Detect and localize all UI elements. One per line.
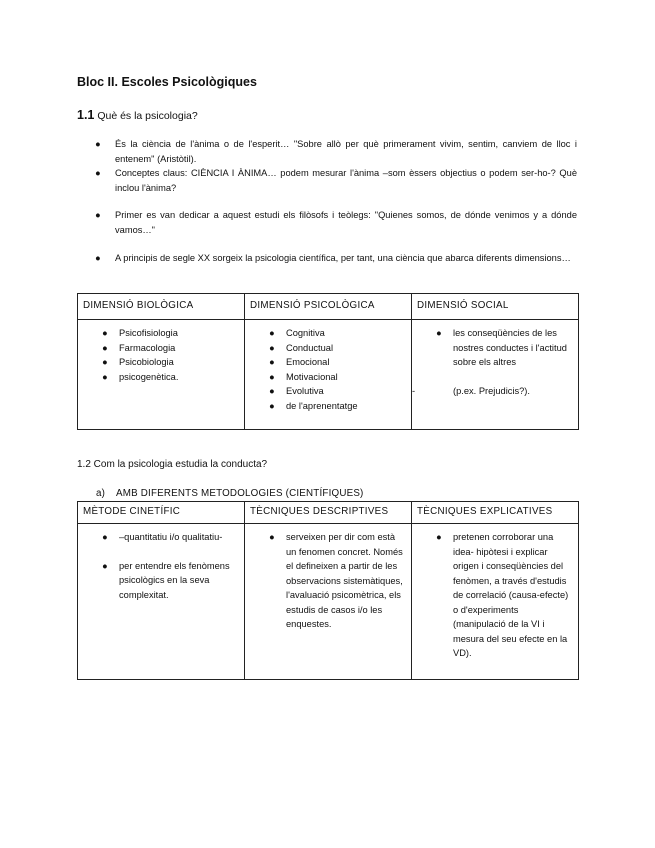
list-item (102, 341, 238, 356)
list-item-text: Primer es van dedicar a aquest estudi els filòsofs i teòlegs: "Quienes somos, de dónde venimos y a dónde vamos…" (115, 210, 577, 235)
list-item-text: de l'aprenentatge (286, 400, 358, 411)
bullet-icon: ● (269, 386, 275, 396)
list-item-text: serveixen per dir com està un fenomen concret. Només el defineixen a partir de les observacions sistemàtiques, l'avaluació psicomètrica, els estudis de casos i/o les enquestes. (286, 532, 403, 629)
table-header: TÈCNIQUES DESCRIPTIVES (245, 502, 412, 524)
bullet-icon: ● (269, 357, 275, 367)
list-item-text: Motivacional (286, 371, 338, 382)
dash-icon: - (412, 385, 416, 396)
list-item-text: –quantitatiu i/o qualitatiu- (119, 532, 223, 542)
table-header: MÈTODE CINETÍFIC (78, 502, 245, 524)
bullet-icon: ● (102, 328, 108, 338)
list-item-text: Conductual (286, 342, 334, 353)
list-item (102, 530, 238, 545)
list-item-text: Cognitiva (286, 328, 325, 338)
list-item-text: les conseqüències de les nostres conductes i l'actitud sobre els altres (453, 328, 567, 367)
subsection-text: AMB DIFERENTS METODOLOGIES (CIENTÍFIQUES) (116, 488, 364, 499)
list-item (269, 326, 405, 341)
bullet-icon: ● (95, 253, 101, 263)
list-item (269, 370, 405, 385)
list-item-text: psicogenètica. (119, 371, 179, 382)
list-item-text: Farmacologia (119, 342, 176, 353)
list-item-text: Evolutiva (286, 386, 324, 396)
list-item-text: Conceptes claus: CIÈNCIA I ÀNIMA… podem mesurar l'ànima –som èssers objectius o podem ser-ho-? Què inclou l'ànima? (115, 168, 577, 193)
bullet-icon: ● (95, 139, 101, 149)
section-1-question: Què és la psicologia? (97, 110, 198, 122)
list-item (102, 355, 238, 370)
list-item-text: A principis de segle XX sorgeix la psicologia científica, per tant, una ciència que abarca diferents dimensions… (115, 253, 571, 263)
section-1-heading (77, 108, 198, 122)
list-item (412, 384, 572, 399)
bullet-icon: ● (436, 532, 442, 542)
bullet-icon: ● (102, 560, 108, 571)
page-title: Bloc II. Escoles Psicològiques (77, 75, 257, 89)
bullet-icon: ● (436, 328, 442, 338)
table-header: DIMENSIÓ PSICOLÒGICA (245, 294, 412, 320)
list-item-text: Emocional (286, 357, 330, 367)
bullet-icon: ● (269, 400, 275, 411)
bullet-icon: ● (269, 328, 275, 338)
table-cell (412, 320, 579, 430)
list-item (269, 530, 405, 632)
list-item-text: pretenen corroborar una idea- hipòtesi i explicar origen i conseqüències del fenòmen, a través d'estudis de correlació (causa-efecte) o d'experiments (manipulació de la VI i mesura del seu efecte en la VD). (453, 532, 569, 658)
list-item (436, 530, 572, 661)
bullet-icon: ● (102, 342, 108, 353)
subsection-heading (96, 488, 364, 499)
list-item (102, 559, 238, 603)
bullet-icon: ● (102, 357, 108, 367)
table-header: DIMENSIÓ BIOLÒGICA (78, 294, 245, 320)
bullet-icon: ● (102, 371, 108, 382)
table-cell (245, 524, 412, 680)
list-item-text: Psicobiologia (119, 357, 174, 367)
bullet-icon: ● (269, 371, 275, 382)
bullet-icon: ● (102, 532, 108, 542)
table-cell (245, 320, 412, 430)
methodology-table (77, 501, 579, 680)
list-item (269, 341, 405, 356)
section-1-number: 1.1 (77, 108, 95, 122)
list-item (102, 370, 238, 385)
table-header: TÈCNIQUES EXPLICATIVES (412, 502, 579, 524)
list-item (95, 251, 577, 266)
list-item-text: Psicofisiologia (119, 328, 178, 338)
subsection-label: a) (96, 488, 106, 499)
bullet-icon: ● (95, 168, 101, 178)
bullet-icon: ● (95, 210, 101, 220)
bullet-icon: ● (269, 532, 275, 542)
table-cell (78, 524, 245, 680)
list-item-text: És la ciència de l'ànima o de l'esperit… "Sobre allò per què primerament vivim, sentim, canviem de lloc i entenem" (Aristòtil). (115, 139, 577, 164)
dimensions-table (77, 293, 579, 430)
list-item (95, 137, 577, 167)
list-item (269, 399, 405, 414)
list-item (95, 208, 577, 238)
table-cell (78, 320, 245, 430)
table-header: DIMENSIÓ SOCIAL (412, 294, 579, 320)
section-2-heading: 1.2 Com la psicologia estudia la conducta? (77, 459, 268, 470)
list-item (95, 166, 577, 196)
list-item (102, 326, 238, 341)
bullet-icon: ● (269, 342, 275, 353)
list-item-text: per entendre els fenòmens psicològics en la seva complexitat. (119, 560, 230, 600)
table-cell (412, 524, 579, 680)
list-item-text: (p.ex. Prejudicis?). (453, 385, 530, 396)
list-item (269, 355, 405, 370)
list-item (269, 384, 405, 399)
list-item (436, 326, 572, 370)
